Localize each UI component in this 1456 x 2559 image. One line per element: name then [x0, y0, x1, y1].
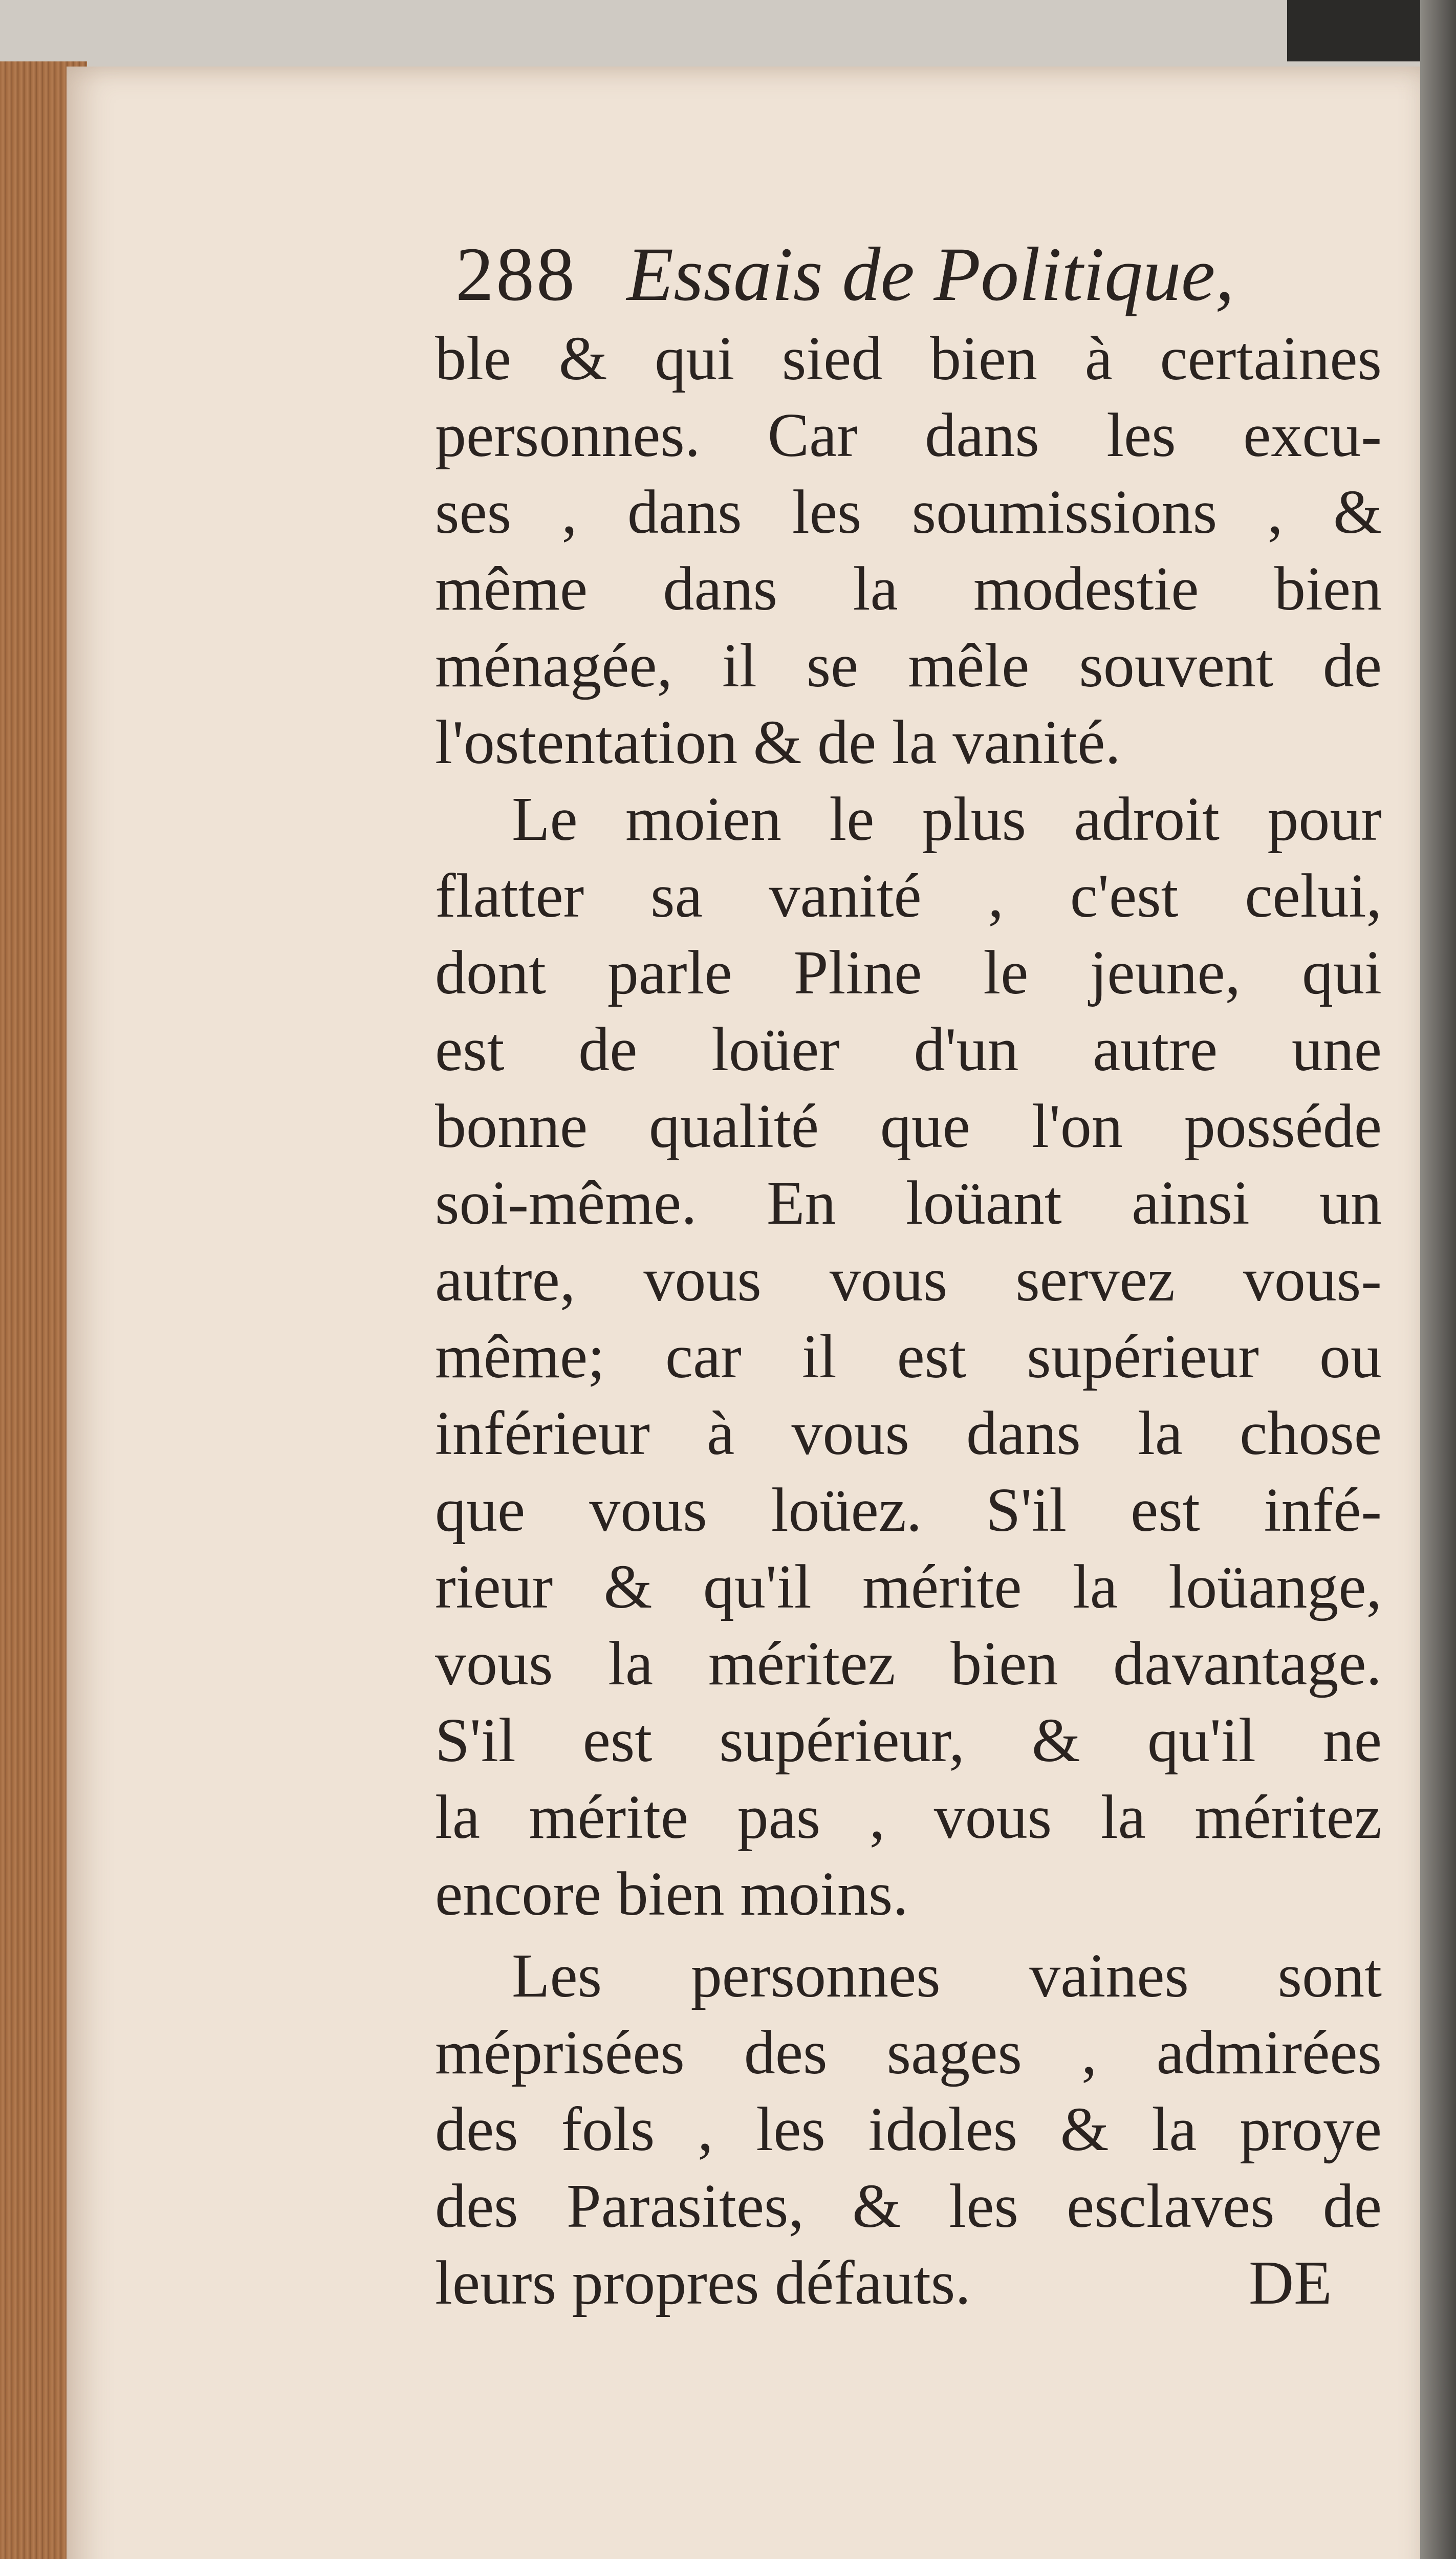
text-line: des Parasites, & les esclaves de	[435, 2172, 1382, 2241]
text-line: rieur & qu'il mérite la loüange,	[435, 1552, 1382, 1621]
text-line: Les personnes vaines sont	[512, 1941, 1382, 2010]
text-line: même dans la modestie bien	[435, 554, 1382, 623]
scan-background-top	[0, 0, 1456, 67]
text-line: ses , dans les soumissions , &	[435, 478, 1382, 547]
page-number: 288	[455, 232, 577, 317]
text-line: Le moien le plus adroit pour	[512, 785, 1382, 854]
text-line: bonne qualité que l'on posséde	[435, 1092, 1382, 1161]
text-line: ménagée, il se mêle souvent de	[435, 631, 1382, 700]
catchword: DE	[1249, 2248, 1332, 2317]
text-line: ble & qui sied bien à certaines	[435, 324, 1382, 393]
text-line: inférieur à vous dans la chose	[435, 1399, 1382, 1468]
text-line: soi-même. En loüant ainsi un	[435, 1168, 1382, 1238]
text-line: que vous loüez. S'il est infé-	[435, 1476, 1382, 1545]
text-line: l'ostentation & de la vanité.	[435, 708, 1121, 777]
running-title: Essais de Politique,	[626, 232, 1234, 317]
text-line: leurs propres défauts.	[435, 2248, 971, 2317]
text-line: autre, vous vous servez vous-	[435, 1245, 1382, 1314]
text-line: S'il est supérieur, & qu'il ne	[435, 1706, 1382, 1775]
text-line: est de loüer d'un autre une	[435, 1015, 1382, 1084]
scan-right-edge	[1420, 0, 1456, 2559]
text-line: encore bien moins.	[435, 1859, 908, 1928]
text-line: personnes. Car dans les excu-	[435, 401, 1382, 470]
text-line: méprisées des sages , admirées	[435, 2018, 1382, 2087]
text-line: des fols , les idoles & la proye	[435, 2095, 1382, 2164]
text-line: la mérite pas , vous la méritez	[435, 1783, 1382, 1852]
text-line: même; car il est supérieur ou	[435, 1322, 1382, 1391]
text-line: flatter sa vanité , c'est celui,	[435, 861, 1382, 930]
running-header	[455, 230, 1234, 318]
text-line: vous la méritez bien davantage.	[435, 1629, 1382, 1698]
text-line: dont parle Pline le jeune, qui	[435, 938, 1382, 1007]
